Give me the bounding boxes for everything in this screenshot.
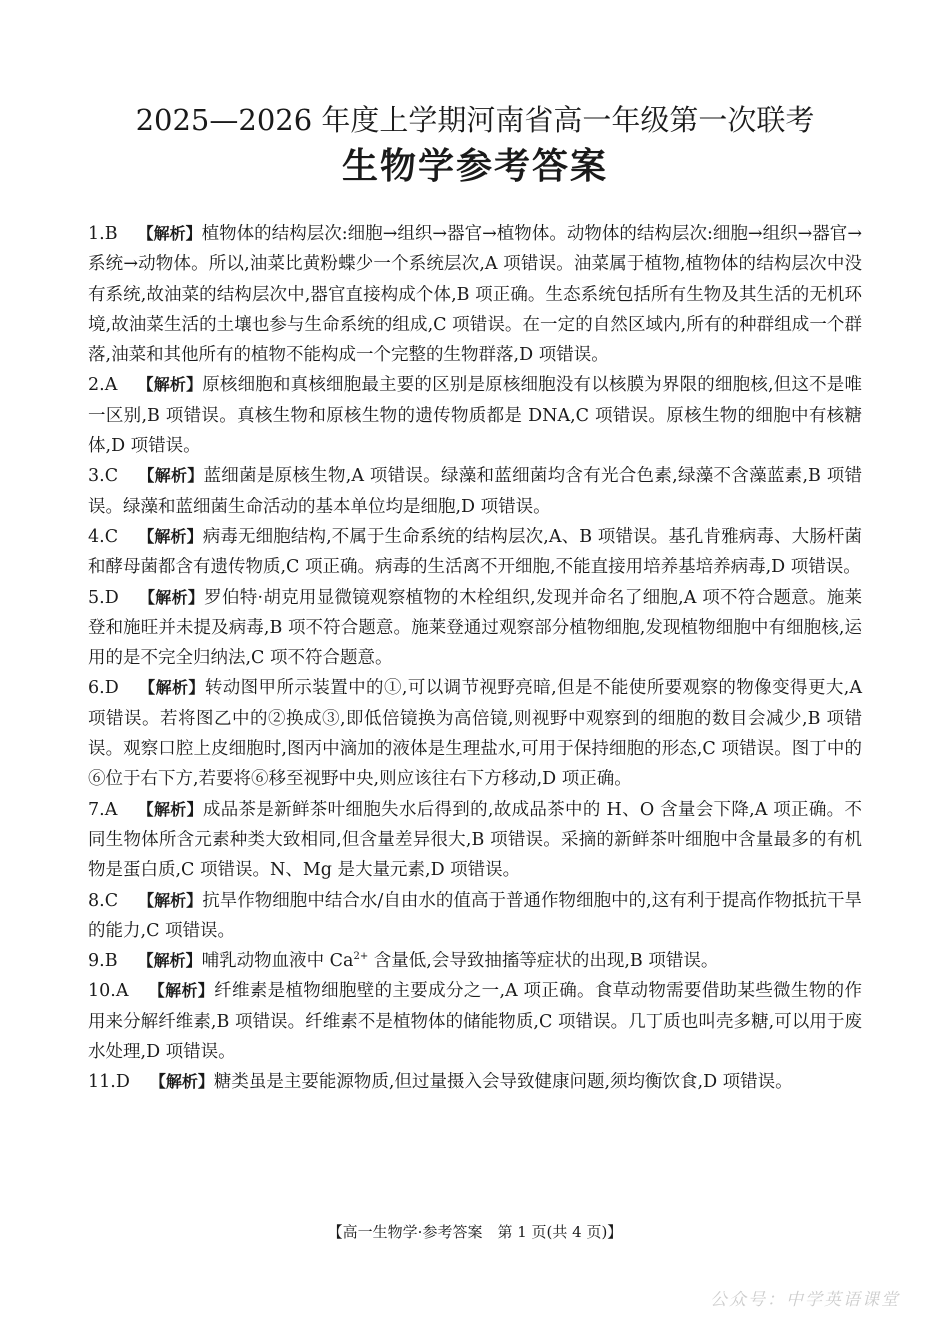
analysis-tag: 【解析】 bbox=[138, 890, 203, 910]
answer-item-7 bbox=[88, 795, 862, 886]
answer-text: 纤维素是植物细胞壁的主要成分之一,A 项正确。食草动物需要借助某些微生物的作用来分解纤维素,B 项错误。纤维素不是植物体的储能物质,C 项错误。几丁质也叫壳多糖,可以用于废水处理,D 项错误。 bbox=[88, 981, 862, 1063]
analysis-tag: 【解析】 bbox=[149, 1072, 214, 1092]
answer-text: 病毒无细胞结构,不属于生命系统的结构层次,A、B 项错误。基孔肯雅病毒、大肠杆菌和酵母菌都含有遗传物质,C 项正确。病毒的生活离不开细胞,不能直接用培养基培养病毒,D 项错误。 bbox=[88, 526, 862, 578]
analysis-tag: 【解析】 bbox=[138, 587, 205, 607]
analysis-tag: 【解析】 bbox=[148, 981, 215, 1001]
answer-item-11 bbox=[88, 1067, 862, 1097]
answer-number: 10.A bbox=[88, 981, 129, 1002]
analysis-tag: 【解析】 bbox=[138, 466, 204, 486]
document-title: 2025—2026 年度上学期河南省高一年级第一次联考 bbox=[135, 103, 815, 137]
answer-text: 抗旱作物细胞中结合水/自由水的值高于普通作物细胞中的,这有利于提高作物抵抗干旱的能力,C 项错误。 bbox=[88, 890, 862, 941]
answer-text: 罗伯特·胡克用显微镜观察植物的木栓组织,发现并命名了细胞,A 项不符合题意。施莱登和施旺并未提及病毒,B 项不符合题意。施莱登通过观察部分植物细胞,发现植物细胞中有细胞核,运用的是不完全归纳法,C 项不符合题意。 bbox=[88, 587, 862, 669]
analysis-tag: 【解析】 bbox=[138, 526, 203, 546]
ion-charge: 2+ bbox=[353, 951, 369, 963]
analysis-tag: 【解析】 bbox=[137, 375, 203, 395]
answer-item-6 bbox=[88, 673, 862, 794]
answer-text: 成品茶是新鲜茶叶细胞失水后得到的,故成品茶中的 H、O 含量会下降,A 项正确。不同生物体所含元素种类大致相同,但含量差异很大,B 项错误。采摘的新鲜茶叶细胞中含量最多的有机物是蛋白质,C 项错误。N、Mg 是大量元素,D 项错误。 bbox=[88, 799, 862, 881]
answer-number: 6.D bbox=[88, 678, 119, 699]
answer-text: 原核细胞和真核细胞最主要的区别是原核细胞没有以核膜为界限的细胞核,但这不是唯一区别,B 项错误。真核生物和原核生物的遗传物质都是 DNA,C 项错误。原核生物的细胞中有核糖体,D 项错误。 bbox=[88, 375, 862, 457]
analysis-tag: 【解析】 bbox=[137, 224, 202, 243]
answer-number: 11.D bbox=[88, 1072, 130, 1093]
answer-text: 转动图甲所示装置中的①,可以调节视野亮暗,但是不能使所要观察的物像变得更大,A 项错误。若将图乙中的②换成③,即低倍镜换为高倍镜,则视野中观察到的细胞的数目会减少,B 项错误。观察口腔上皮细胞时,图丙中滴加的液体是生理盐水,可用于保持细胞的形态,C 项错误。图丁中的⑥位于右下方,若要将⑥移至视野中央,则应该往右下方移动,D 项正确。 bbox=[88, 678, 862, 790]
answer-item-2 bbox=[88, 370, 862, 461]
answer-item-4 bbox=[88, 522, 862, 583]
answer-number: 4.C bbox=[88, 526, 119, 547]
answer-item-1 bbox=[88, 219, 862, 370]
answer-text: 糖类虽是主要能源物质,但过量摄入会导致健康问题,须均衡饮食,D 项错误。 bbox=[213, 1072, 793, 1093]
answer-text: 哺乳动物血液中 Ca bbox=[201, 951, 354, 972]
page-footer: 【高一生物学·参考答案 第 1 页(共 4 页)】 bbox=[327, 1223, 623, 1241]
analysis-tag: 【解析】 bbox=[138, 678, 205, 698]
answer-item-9 bbox=[88, 946, 862, 976]
answer-text: 植物体的结构层次:细胞→组织→器官→植物体。动物体的结构层次:细胞→组织→器官→系统→动物体。所以,油菜比黄粉蝶少一个系统层次,A 项错误。油菜属于植物,植物体的结构层次中没有系统,故油菜的结构层次中,器官直接构成个体,B 项正确。生态系统包括所有生物及其生活的无机环境,故油菜生活的土壤也参与生命系统的组成,C 项错误。在一定的自然区域内,所有的种群组成一个群落,油菜和其他所有的植物不能构成一个完整的生物群落,D 项错误。 bbox=[88, 224, 862, 366]
answer-item-10 bbox=[88, 976, 862, 1067]
answer-item-3 bbox=[88, 461, 862, 522]
answer-text-cont: 含量低,会导致抽搐等症状的出现,B 项错误。 bbox=[368, 951, 719, 972]
answer-item-8 bbox=[88, 886, 862, 947]
answer-number: 8.C bbox=[88, 890, 119, 911]
answer-item-5 bbox=[88, 583, 862, 674]
answer-number: 1.B bbox=[88, 224, 118, 244]
watermark: 公众号：中学英语课堂 bbox=[710, 1290, 900, 1310]
analysis-tag: 【解析】 bbox=[137, 799, 203, 819]
answer-number: 3.C bbox=[88, 466, 119, 487]
answer-number: 5.D bbox=[88, 587, 119, 608]
document-subtitle: 生物学参考答案 bbox=[341, 145, 608, 187]
analysis-tag: 【解析】 bbox=[137, 951, 202, 971]
answer-number: 2.A bbox=[88, 375, 118, 396]
answer-number: 7.A bbox=[88, 799, 118, 820]
answer-list bbox=[88, 219, 862, 1098]
answer-number: 9.B bbox=[88, 951, 118, 972]
answer-text: 蓝细菌是原核生物,A 项错误。绿藻和蓝细菌均含有光合色素,绿藻不含藻蓝素,B 项错误。绿藻和蓝细菌生命活动的基本单位均是细胞,D 项错误。 bbox=[88, 466, 862, 517]
